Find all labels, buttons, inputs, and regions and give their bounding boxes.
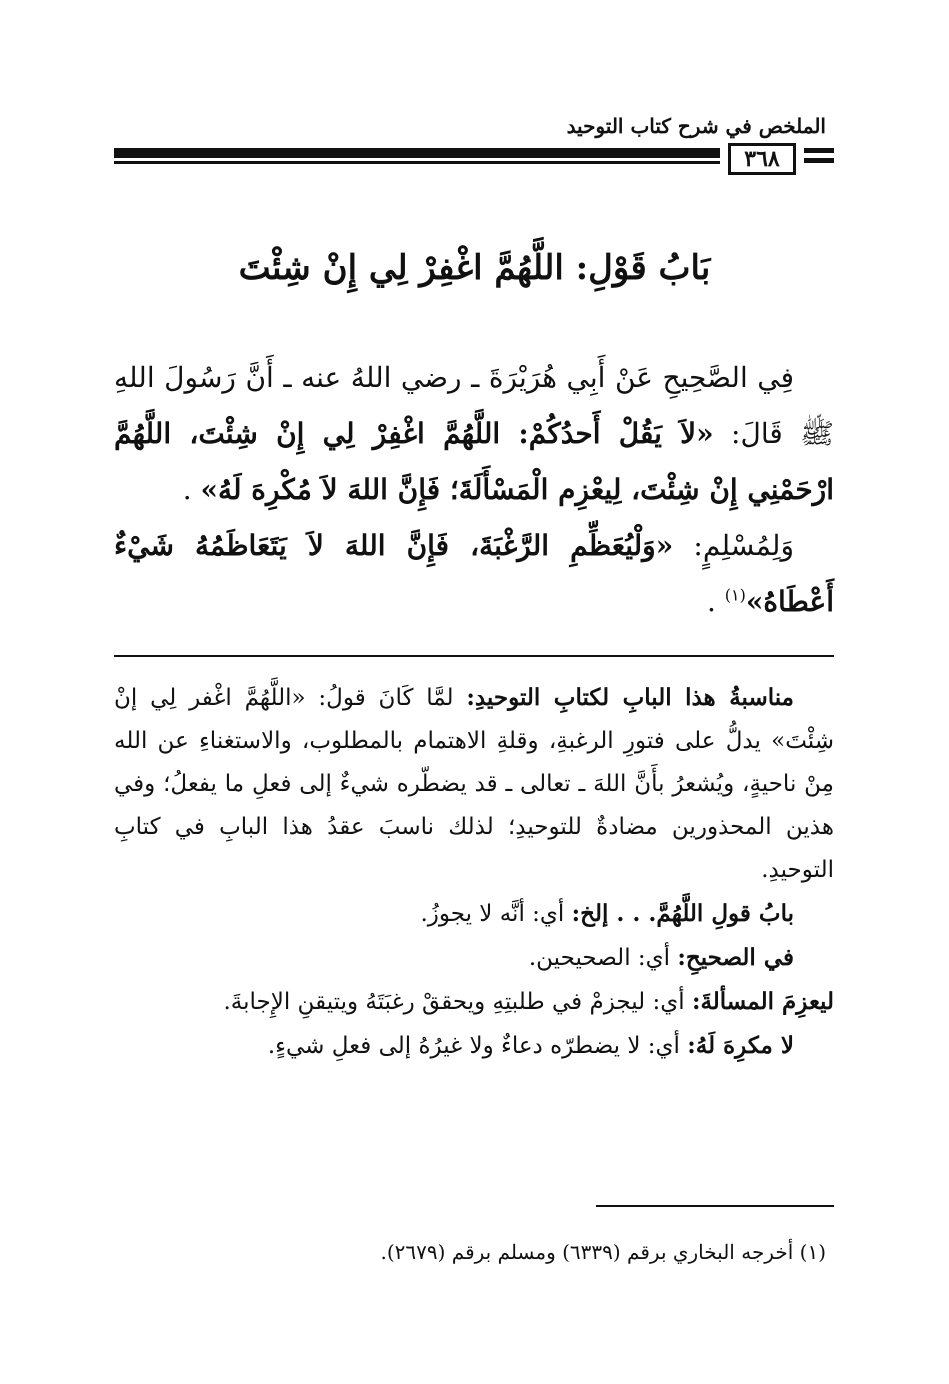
commentary-text: أي: ليجزمْ في طلبتِهِ ويحققْ رغبَتَهُ ويتيقنِ الإِجابةَ. [223, 989, 692, 1015]
commentary-paragraph [114, 936, 834, 980]
footnote: (١) أخرجه البخاري برقم (٦٣٣٩) ومسلم برقم (٢٦٧٩). [380, 1240, 826, 1264]
hadith-text [114, 350, 834, 630]
commentary-term: مناسبةُ هذا البابِ لكتابِ التوحيدِ: [466, 684, 795, 711]
commentary-paragraph [114, 676, 834, 892]
commentary-text: أي: لا يضطرّه دعاءٌ ولا غيرُهُ إلى فعلِ شيءٍ. [267, 1033, 688, 1059]
commentary-paragraph [114, 1024, 834, 1068]
commentary-text: أي: الصحيحين. [528, 945, 678, 971]
hadith-quote: «لاَ يَقُلْ أَحدُكُمْ: اللَّهُمَّ اغْفِرْ لِي إِنْ شِئْتَ، اللَّهُمَّ ارْحَمْنِي إِنْ شِئْتَ، لِيعْزِم الْمَسْأَلَةَ؛ فَإِنَّ اللهَ لاَ مُكْرِهَ لَهُ» [114, 417, 834, 506]
commentary-term: في الصحيحِ: [677, 944, 794, 971]
hadith-paragraph [114, 350, 834, 518]
header-dash-mark [804, 148, 834, 168]
commentary-paragraph [114, 892, 834, 936]
commentary-text: أي: أنَّه لا يجوزُ. [420, 901, 572, 927]
header-rule-thin [114, 161, 720, 164]
commentary-paragraph [114, 980, 834, 1024]
header-rule-thick [114, 148, 720, 158]
dash-line [804, 148, 834, 153]
commentary [114, 676, 834, 1068]
running-header: الملخص في شرح كتاب التوحيد [566, 114, 826, 138]
dash-line [804, 158, 834, 163]
hadith-quote: «وَلْيُعَظِّمِ الرَّغْبَةَ، فَإِنَّ اللهَ لاَ يَتَعَاظَمُهُ شَيْءٌ أَعْطَاهُ» [114, 529, 834, 618]
hadith-paragraph [114, 518, 834, 630]
section-separator [114, 655, 834, 657]
footnote-ref[interactable]: (١) [724, 585, 746, 605]
page-number: ٣٦٨ [728, 143, 796, 175]
hadith-intro: وَلِمُسْلِمٍ: [673, 529, 794, 562]
commentary-term: لا مكرِهَ لَهُ: [687, 1032, 794, 1059]
commentary-term: بابُ قولِ اللَّهُمَّ. . . إلخ: [571, 900, 794, 927]
chapter-title: بَابُ قَوْلِ: اللَّهُمَّ اغْفِرْ لِي إِنْ شِئْتَ [238, 248, 711, 288]
header-rule [114, 148, 834, 168]
commentary-text: لمَّا كَانَ قولُ: «اللَّهُمَّ اغْفر لِي إنْ شِئْتَ» يدلُّ على فتورِ الرغبةِ، وقلةِ الاهتمام بالمطلوب، والاستغناءِ عن الله مِنْ ناحيةٍ، ويُشعرُ بأَنَّ اللهَ ـ تعالى ـ قد يضطّره شيءٌ إلى فعلِ ما يفعلُ؛ وفي هذين المحذورين مضادةٌ للتوحيدِ؛ لذلك ناسبَ عقدُ هذا البابِ في كتابِ التوحيدِ. [114, 685, 834, 883]
footnote-rule [596, 1205, 834, 1207]
punctuation: . [182, 473, 201, 506]
punctuation: . [706, 585, 725, 618]
commentary-term: ليعزِمَ المسألةَ: [691, 988, 834, 1015]
hadith-intro: فِي الصَّحِيحِ عَنْ أَبِي هُرَيْرَةَ ـ رضي اللهُ عنه ـ أَنَّ رَسُولَ اللهِ ﷺ قَالَ: [114, 361, 834, 450]
